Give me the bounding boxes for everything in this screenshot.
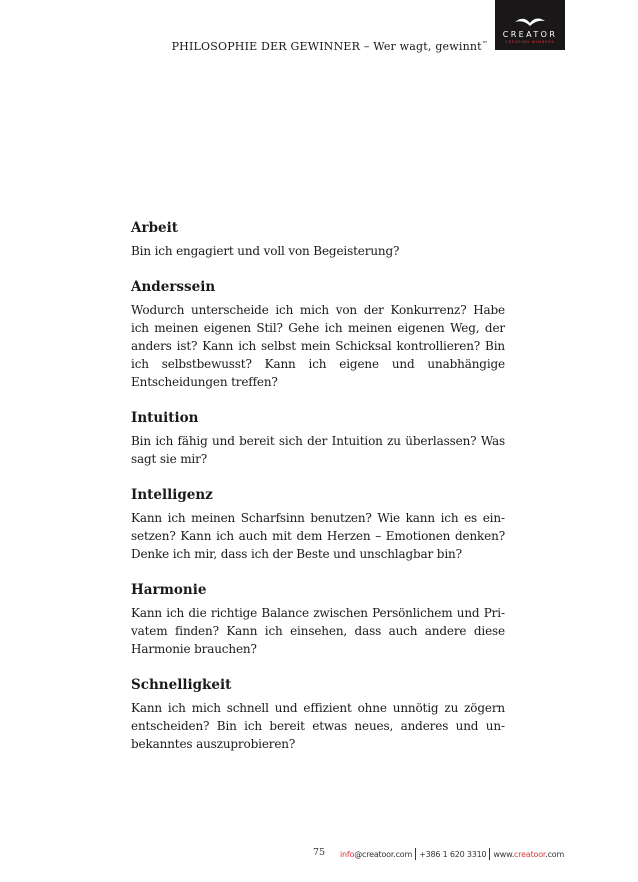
bird-icon xyxy=(514,16,546,28)
trademark-symbol: ™ xyxy=(481,40,488,48)
section-heading: Arbeit xyxy=(131,220,178,236)
section-text: Bin ich engagiert und voll von Begeisterung? xyxy=(131,244,400,258)
creator-logo xyxy=(495,0,565,50)
section-text: Kann ich meinen Scharfsinn benutzen? Wie kann ich es einsetzen? Kann ich auch mit dem Herzen – Emotionen denken? Denke ich mir, dass ich der Beste und unschlagbar bin? xyxy=(131,511,505,561)
section-harmonie xyxy=(131,581,505,658)
section-arbeit xyxy=(131,219,505,260)
section-schnelligkeit xyxy=(131,676,505,753)
section-heading: Intuition xyxy=(131,410,199,426)
section-heading: Anderssein xyxy=(131,279,216,295)
page-number: 75 xyxy=(313,847,326,858)
email-link[interactable] xyxy=(340,850,412,859)
section-heading: Harmonie xyxy=(131,582,207,598)
email-user: info xyxy=(340,850,355,859)
logo-tagline: CREATING WINNERS xyxy=(505,40,555,44)
website-suffix: .com xyxy=(545,850,565,859)
running-header xyxy=(0,40,488,53)
website-name: creatoor xyxy=(514,850,546,859)
logo-wordmark: CREATOR xyxy=(502,30,558,39)
section-anderssein xyxy=(131,278,505,391)
section-text: Kann ich mich schnell und effizient ohne unnötig zu zögern entscheiden? Bin ich bereit etwas neues, anderes und unbekanntes auszuprobieren? xyxy=(131,701,505,751)
section-heading: Intelligenz xyxy=(131,487,213,503)
section-intuition xyxy=(131,409,505,468)
footer-contacts xyxy=(340,848,564,860)
section-text: Bin ich fähig und bereit sich der Intuition zu überlassen? Was sagt sie mir? xyxy=(131,434,505,466)
footer-divider xyxy=(489,848,490,860)
running-header-text: PHILOSOPHIE DER GEWINNER – Wer wagt, gewinnt xyxy=(171,40,482,53)
website-prefix: www. xyxy=(493,850,515,859)
website-link[interactable] xyxy=(493,850,564,859)
section-text: Wodurch unterscheide ich mich von der Konkurrenz? Habe ich meinen eigenen Stil? Gehe ich meinen eigenen Weg, der anders ist? Kann ich selbst mein Schicksal kontrollieren? Bin ich selbstbewusst? Kann ich eigene und unabhängige Entscheidungen treffen? xyxy=(131,303,505,389)
section-text: Kann ich die richtige Balance zwischen Persönlichem und Privatem finden? Kann ich einsehen, dass auch andere diese Harmonie brauchen? xyxy=(131,606,505,656)
phone-number: +386 1 620 3310 xyxy=(419,850,487,859)
main-content xyxy=(131,219,505,771)
section-heading: Schnelligkeit xyxy=(131,677,232,693)
section-intelligenz xyxy=(131,486,505,563)
footer-divider xyxy=(415,848,416,860)
email-domain: @creatoor.com xyxy=(354,850,413,859)
